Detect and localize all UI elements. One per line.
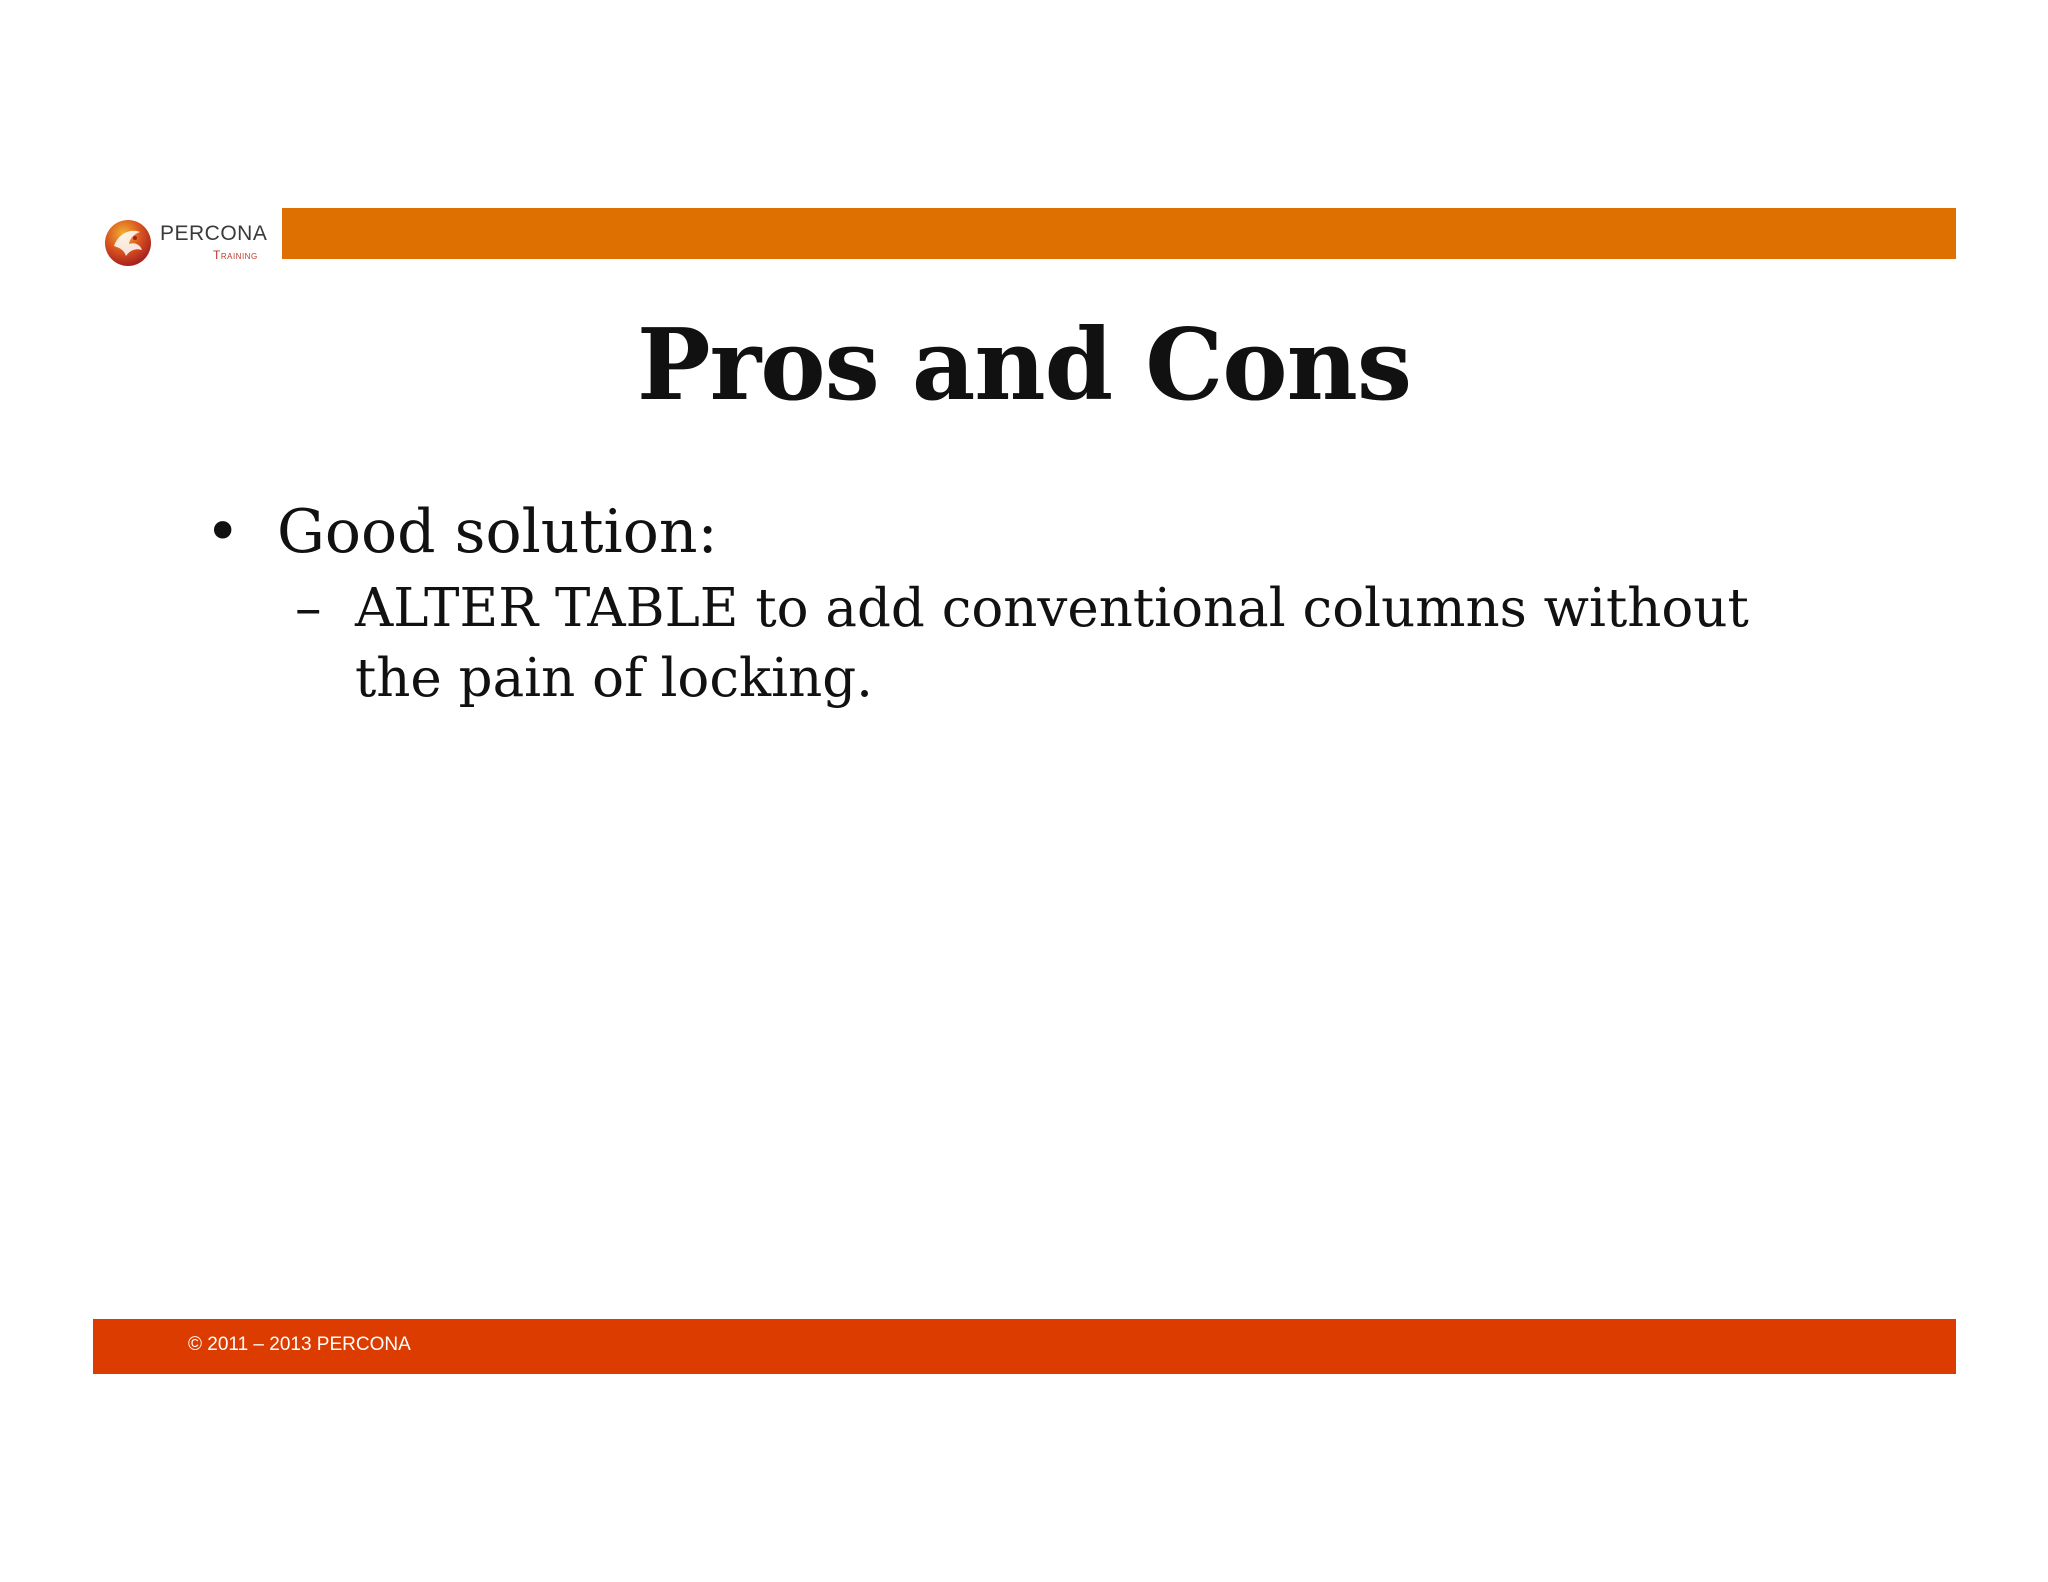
sub-bullet-text: ALTER TABLE to add conventional columns without the pain of locking. xyxy=(355,578,1749,709)
bullet-text: Good solution: xyxy=(277,497,718,567)
sub-bullet-marker: – xyxy=(295,578,322,639)
sub-bullet-item xyxy=(205,574,1765,714)
slide-title: Pros and Cons xyxy=(636,308,1412,423)
percona-logo xyxy=(104,216,276,270)
bullet-item xyxy=(205,496,1765,714)
sub-bullet-list xyxy=(277,574,1765,714)
brand-name: PERCONA xyxy=(160,222,268,245)
brand-subtitle: Training xyxy=(213,248,258,262)
footer-copyright: © 2011 – 2013 PERCONA xyxy=(188,1334,411,1355)
percona-logo-mark-icon xyxy=(104,216,152,268)
bullet-marker: • xyxy=(205,497,241,567)
header-accent-bar xyxy=(282,208,1956,259)
bullet-list xyxy=(205,496,1765,714)
